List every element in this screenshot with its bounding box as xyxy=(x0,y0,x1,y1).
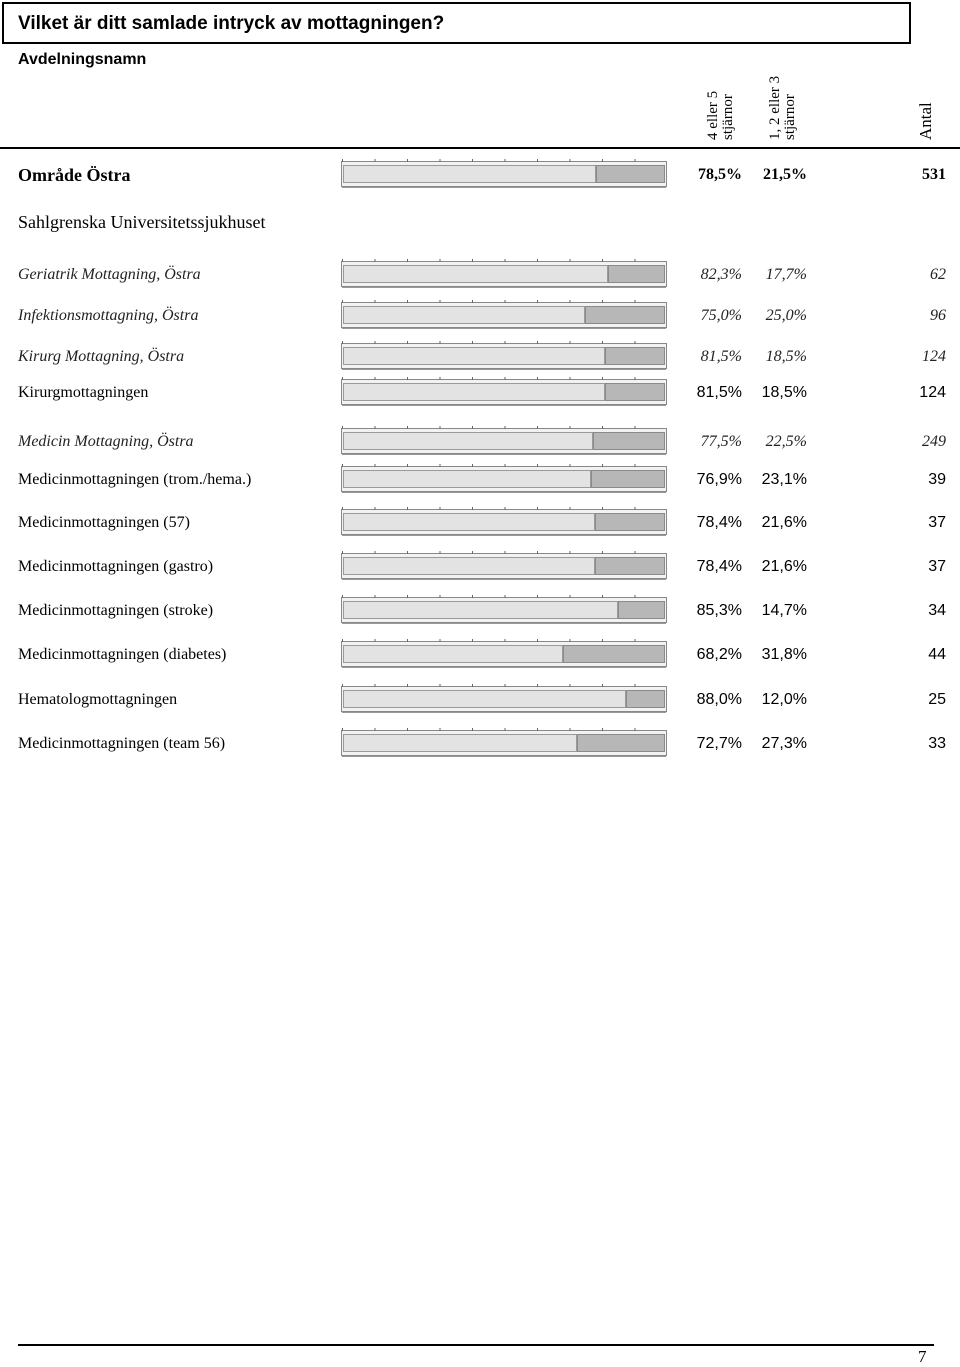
row-label: Hematologmottagningen xyxy=(18,691,178,708)
bar-segment-low xyxy=(563,645,665,663)
value-count: 44 xyxy=(928,646,946,663)
bar-ticks xyxy=(342,259,666,262)
table-row xyxy=(0,597,960,625)
value-count: 37 xyxy=(928,514,946,531)
bar-segment-high xyxy=(343,734,577,752)
value-count: 531 xyxy=(922,166,946,183)
bar-segment-high xyxy=(343,645,563,663)
bar-ticks xyxy=(342,728,666,731)
stacked-bar xyxy=(341,343,667,369)
row-label: Kirurg Mottagning, Östra xyxy=(18,348,185,365)
bar-baseline xyxy=(342,667,666,668)
bar-baseline xyxy=(342,369,666,370)
value-high: 78,4% xyxy=(696,558,742,575)
table-row xyxy=(0,343,960,371)
bar-baseline xyxy=(342,287,666,288)
stacked-bar xyxy=(341,379,667,405)
bar-baseline xyxy=(342,623,666,624)
value-high: 88,0% xyxy=(696,691,742,708)
table-row xyxy=(0,686,960,714)
bar-ticks xyxy=(342,464,666,467)
value-low: 21,5% xyxy=(763,166,807,183)
value-count: 96 xyxy=(930,307,946,324)
stacked-bar xyxy=(341,466,667,492)
stacked-bar xyxy=(341,161,667,187)
page-number: 7 xyxy=(918,1347,927,1366)
value-low: 31,8% xyxy=(761,646,807,663)
row-label: Medicinmottagningen (gastro) xyxy=(18,558,214,575)
value-count: 33 xyxy=(928,735,946,752)
header-divider xyxy=(0,147,960,149)
value-count: 62 xyxy=(930,266,946,283)
value-count: 249 xyxy=(922,433,946,450)
bar-segment-low xyxy=(591,470,665,488)
department-name-heading: Avdelningsnamn xyxy=(18,51,147,68)
stacked-bar xyxy=(341,641,667,667)
stacked-bar xyxy=(341,509,667,535)
value-high: 81,5% xyxy=(700,348,742,365)
section-heading: Sahlgrenska Universitetssjukhuset xyxy=(18,212,266,232)
bar-baseline xyxy=(342,405,666,406)
bar-ticks xyxy=(342,507,666,510)
bar-segment-high xyxy=(343,347,605,365)
value-count: 124 xyxy=(922,348,946,365)
value-high: 82,3% xyxy=(700,266,742,283)
bar-segment-low xyxy=(585,306,665,324)
value-low: 21,6% xyxy=(761,558,807,575)
value-low: 18,5% xyxy=(765,348,807,365)
bar-baseline xyxy=(342,712,666,713)
bar-ticks xyxy=(342,551,666,554)
value-count: 25 xyxy=(928,691,946,708)
row-label: Medicinmottagningen (stroke) xyxy=(18,602,214,619)
value-high: 85,3% xyxy=(696,602,742,619)
value-count: 34 xyxy=(928,602,946,619)
bar-segment-low xyxy=(608,265,665,283)
table-row xyxy=(0,302,960,330)
column-header-count: Antal xyxy=(916,102,935,140)
table-row xyxy=(0,730,960,758)
table-row xyxy=(0,379,960,407)
row-label: Område Östra xyxy=(18,165,131,185)
column-header-high-line1: 4 eller 5 xyxy=(705,90,721,140)
value-low: 22,5% xyxy=(765,433,807,450)
row-label: Medicinmottagningen (diabetes) xyxy=(18,646,227,663)
row-label: Medicin Mottagning, Östra xyxy=(18,433,194,450)
stacked-bar xyxy=(341,597,667,623)
column-header-low xyxy=(768,76,798,140)
bar-segment-low xyxy=(595,513,665,531)
bar-segment-low xyxy=(596,165,665,183)
bar-ticks xyxy=(342,159,666,162)
bar-ticks xyxy=(342,341,666,344)
bar-segment-high xyxy=(343,265,608,283)
bar-segment-low xyxy=(593,432,665,450)
stacked-bar xyxy=(341,553,667,579)
bar-baseline xyxy=(342,187,666,188)
bar-baseline xyxy=(342,328,666,329)
bar-segment-high xyxy=(343,601,618,619)
value-low: 14,7% xyxy=(761,602,807,619)
bar-baseline xyxy=(342,535,666,536)
value-high: 77,5% xyxy=(700,433,742,450)
bar-ticks xyxy=(342,426,666,429)
bar-baseline xyxy=(342,492,666,493)
bar-baseline xyxy=(342,756,666,757)
value-low: 18,5% xyxy=(761,384,807,401)
value-high: 72,7% xyxy=(696,735,742,752)
bar-ticks xyxy=(342,300,666,303)
bar-segment-low xyxy=(618,601,665,619)
stacked-bar xyxy=(341,686,667,712)
table-row xyxy=(0,641,960,669)
table-row xyxy=(0,261,960,289)
stacked-bar xyxy=(341,730,667,756)
row-label: Kirurgmottagningen xyxy=(18,384,149,401)
row-label: Geriatrik Mottagning, Östra xyxy=(18,266,201,283)
value-high: 76,9% xyxy=(696,471,742,488)
stacked-bar xyxy=(341,302,667,328)
value-high: 78,4% xyxy=(696,514,742,531)
value-count: 39 xyxy=(928,471,946,488)
bar-segment-high xyxy=(343,432,593,450)
bar-segment-low xyxy=(605,347,665,365)
row-label: Medicinmottagningen (57) xyxy=(18,514,190,531)
value-low: 17,7% xyxy=(765,266,807,283)
bar-segment-high xyxy=(343,690,626,708)
stacked-bar xyxy=(341,261,667,287)
table-row xyxy=(0,509,960,537)
question-title: Vilket är ditt samlade intryck av mottagningen? xyxy=(2,2,911,44)
bar-segment-low xyxy=(605,383,665,401)
bar-segment-low xyxy=(595,557,665,575)
value-low: 12,0% xyxy=(761,691,807,708)
value-low: 23,1% xyxy=(761,471,807,488)
column-header-low-line1: 1, 2 eller 3 xyxy=(767,75,783,140)
bar-segment-high xyxy=(343,165,596,183)
table-row xyxy=(0,553,960,581)
bar-segment-high xyxy=(343,306,585,324)
bar-segment-low xyxy=(577,734,665,752)
row-label: Infektionsmottagning, Östra xyxy=(18,307,199,324)
footer-divider xyxy=(18,1344,934,1346)
bar-ticks xyxy=(342,684,666,687)
summary-row xyxy=(0,161,960,189)
bar-ticks xyxy=(342,639,666,642)
value-low: 27,3% xyxy=(761,735,807,752)
table-row xyxy=(0,466,960,494)
value-count: 37 xyxy=(928,558,946,575)
value-high: 75,0% xyxy=(700,307,742,324)
row-label: Medicinmottagningen (team 56) xyxy=(18,735,226,752)
value-low: 21,6% xyxy=(761,514,807,531)
bar-ticks xyxy=(342,595,666,598)
table-row xyxy=(0,428,960,456)
value-high: 68,2% xyxy=(696,646,742,663)
bar-segment-high xyxy=(343,470,591,488)
bar-segment-high xyxy=(343,557,595,575)
bar-segment-high xyxy=(343,383,605,401)
row-label: Medicinmottagningen (trom./hema.) xyxy=(18,471,252,488)
stacked-bar xyxy=(341,428,667,454)
value-low: 25,0% xyxy=(765,307,807,324)
bar-segment-high xyxy=(343,513,595,531)
value-high: 81,5% xyxy=(696,384,742,401)
value-high: 78,5% xyxy=(698,166,742,183)
column-header-high-line2: stjärnor xyxy=(720,94,736,140)
column-header-low-line2: stjärnor xyxy=(782,94,798,140)
bar-ticks xyxy=(342,377,666,380)
bar-baseline xyxy=(342,579,666,580)
bar-baseline xyxy=(342,454,666,455)
value-count: 124 xyxy=(919,384,946,401)
bar-segment-low xyxy=(626,690,665,708)
column-header-high xyxy=(706,91,736,140)
